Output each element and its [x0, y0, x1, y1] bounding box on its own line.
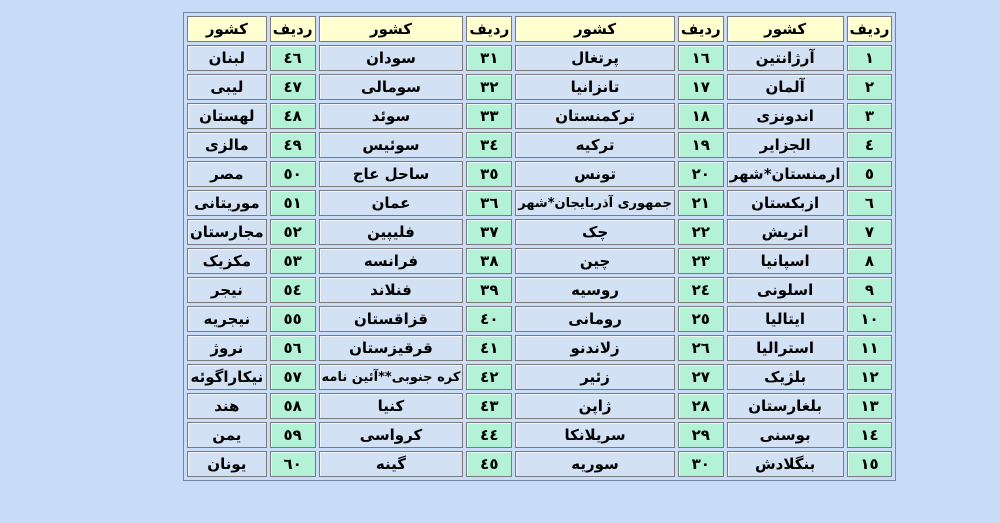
country-cell: جمهوری آذربایجان*شهر: [515, 190, 675, 216]
radif-header: ردیف: [678, 16, 724, 42]
radif-cell: ٤٦: [270, 45, 316, 71]
table-row: [187, 190, 892, 216]
country-cell: لهستان: [187, 103, 267, 129]
radif-cell: ٢٧: [678, 364, 724, 390]
radif-header: ردیف: [847, 16, 893, 42]
radif-cell: ٣٨: [466, 248, 512, 274]
table-row: [187, 74, 892, 100]
country-cell: تونس: [515, 161, 675, 187]
radif-cell: ٣٦: [466, 190, 512, 216]
country-cell: مصر: [187, 161, 267, 187]
country-cell: بوسنی: [727, 422, 844, 448]
country-cell: ترکیه: [515, 132, 675, 158]
radif-cell: ١٦: [678, 45, 724, 71]
radif-cell: ٥٠: [270, 161, 316, 187]
country-header: کشور: [187, 16, 267, 42]
country-cell: فنلاند: [319, 277, 464, 303]
radif-cell: ٤٣: [466, 393, 512, 419]
radif-cell: ٧: [847, 219, 893, 245]
table-row: [187, 219, 892, 245]
country-cell: اندونزی: [727, 103, 844, 129]
country-cell: زئیر: [515, 364, 675, 390]
country-cell: هند: [187, 393, 267, 419]
country-cell: یونان: [187, 451, 267, 477]
radif-cell: ٢٩: [678, 422, 724, 448]
radif-cell: ٣١: [466, 45, 512, 71]
country-cell: سوئیس: [319, 132, 464, 158]
radif-cell: ١٥: [847, 451, 893, 477]
radif-cell: ١٨: [678, 103, 724, 129]
country-cell: قرقیزستان: [319, 335, 464, 361]
table-row: [187, 422, 892, 448]
radif-cell: ٥٧: [270, 364, 316, 390]
country-cell: زلاندنو: [515, 335, 675, 361]
radif-cell: ٢١: [678, 190, 724, 216]
radif-cell: ٤٧: [270, 74, 316, 100]
country-cell: چین: [515, 248, 675, 274]
table-row: [187, 103, 892, 129]
radif-cell: ٨: [847, 248, 893, 274]
country-cell: نیکاراگوئه: [187, 364, 267, 390]
country-cell: پرتغال: [515, 45, 675, 71]
country-cell: فرانسه: [319, 248, 464, 274]
radif-cell: ١٧: [678, 74, 724, 100]
radif-cell: ٤١: [466, 335, 512, 361]
country-header: کشور: [319, 16, 464, 42]
radif-cell: ٢: [847, 74, 893, 100]
radif-cell: ٥٦: [270, 335, 316, 361]
country-cell: استرالیا: [727, 335, 844, 361]
country-cell: چک: [515, 219, 675, 245]
radif-cell: ٢٦: [678, 335, 724, 361]
country-cell: بنگلادش: [727, 451, 844, 477]
radif-cell: ٣٣: [466, 103, 512, 129]
country-header: کشور: [727, 16, 844, 42]
country-cell: بلغارستان: [727, 393, 844, 419]
country-cell: نیجر: [187, 277, 267, 303]
radif-cell: ٣٤: [466, 132, 512, 158]
radif-cell: ١: [847, 45, 893, 71]
table-row: [187, 306, 892, 332]
country-cell: مکزیک: [187, 248, 267, 274]
country-cell: تانزانیا: [515, 74, 675, 100]
countries-table-body: [187, 16, 892, 477]
radif-cell: ٥٩: [270, 422, 316, 448]
country-cell: آرژانتین: [727, 45, 844, 71]
country-cell: لیبی: [187, 74, 267, 100]
country-cell: اسلونی: [727, 277, 844, 303]
country-cell: ترکمنستان: [515, 103, 675, 129]
radif-cell: ٤٤: [466, 422, 512, 448]
countries-table: [183, 12, 896, 481]
country-cell: نیجریه: [187, 306, 267, 332]
radif-cell: ٣٠: [678, 451, 724, 477]
radif-header: ردیف: [466, 16, 512, 42]
radif-cell: ٢٠: [678, 161, 724, 187]
radif-cell: ٢٣: [678, 248, 724, 274]
radif-cell: ٦: [847, 190, 893, 216]
country-cell: کنیا: [319, 393, 464, 419]
radif-cell: ٥: [847, 161, 893, 187]
country-cell: اتریش: [727, 219, 844, 245]
country-cell: فلیپین: [319, 219, 464, 245]
radif-cell: ١٠: [847, 306, 893, 332]
table-row: [187, 132, 892, 158]
radif-cell: ٤٨: [270, 103, 316, 129]
radif-cell: ٣٥: [466, 161, 512, 187]
country-cell: قزاقستان: [319, 306, 464, 332]
radif-cell: ٥٤: [270, 277, 316, 303]
country-cell: روسیه: [515, 277, 675, 303]
radif-cell: ٢٤: [678, 277, 724, 303]
country-cell: سومالی: [319, 74, 464, 100]
country-cell: سوریه: [515, 451, 675, 477]
radif-cell: ٤٠: [466, 306, 512, 332]
country-cell: یمن: [187, 422, 267, 448]
table-row: [187, 451, 892, 477]
country-cell: بلژیک: [727, 364, 844, 390]
country-cell: کرواسی: [319, 422, 464, 448]
radif-cell: ١٩: [678, 132, 724, 158]
country-cell: مالزی: [187, 132, 267, 158]
radif-cell: ٣٢: [466, 74, 512, 100]
header-row: [187, 16, 892, 42]
radif-cell: ٥٥: [270, 306, 316, 332]
country-cell: ایتالیا: [727, 306, 844, 332]
radif-cell: ١١: [847, 335, 893, 361]
country-cell: الجزایر: [727, 132, 844, 158]
country-cell: عمان: [319, 190, 464, 216]
country-cell: سودان: [319, 45, 464, 71]
country-cell: ژاپن: [515, 393, 675, 419]
country-cell: موریتانی: [187, 190, 267, 216]
radif-cell: ١٢: [847, 364, 893, 390]
radif-cell: ٤: [847, 132, 893, 158]
table-row: [187, 161, 892, 187]
radif-cell: ٢٢: [678, 219, 724, 245]
radif-cell: ٥١: [270, 190, 316, 216]
radif-cell: ٣: [847, 103, 893, 129]
radif-cell: ٦٠: [270, 451, 316, 477]
country-cell: کره جنوبی**آئین نامه: [319, 364, 464, 390]
radif-cell: ٤٢: [466, 364, 512, 390]
country-cell: سوئد: [319, 103, 464, 129]
radif-cell: ٤٩: [270, 132, 316, 158]
table-row: [187, 364, 892, 390]
radif-cell: ٢٥: [678, 306, 724, 332]
country-header: کشور: [515, 16, 675, 42]
radif-cell: ٣٧: [466, 219, 512, 245]
country-cell: ساحل عاج: [319, 161, 464, 187]
radif-cell: ١٣: [847, 393, 893, 419]
radif-cell: ٥٢: [270, 219, 316, 245]
table-row: [187, 248, 892, 274]
table-row: [187, 335, 892, 361]
country-cell: سریلانکا: [515, 422, 675, 448]
table-row: [187, 277, 892, 303]
radif-cell: ٩: [847, 277, 893, 303]
country-cell: مجارستان: [187, 219, 267, 245]
country-cell: ازبکستان: [727, 190, 844, 216]
country-cell: گینه: [319, 451, 464, 477]
country-cell: اسپانیا: [727, 248, 844, 274]
radif-cell: ٤٥: [466, 451, 512, 477]
country-cell: لبنان: [187, 45, 267, 71]
radif-cell: ٥٨: [270, 393, 316, 419]
country-cell: آلمان: [727, 74, 844, 100]
table-row: [187, 393, 892, 419]
country-cell: ارمنستان*شهر: [727, 161, 844, 187]
radif-cell: ١٤: [847, 422, 893, 448]
radif-cell: ٢٨: [678, 393, 724, 419]
radif-header: ردیف: [270, 16, 316, 42]
country-cell: نروژ: [187, 335, 267, 361]
country-cell: رومانی: [515, 306, 675, 332]
radif-cell: ٥٣: [270, 248, 316, 274]
table-row: [187, 45, 892, 71]
radif-cell: ٣٩: [466, 277, 512, 303]
